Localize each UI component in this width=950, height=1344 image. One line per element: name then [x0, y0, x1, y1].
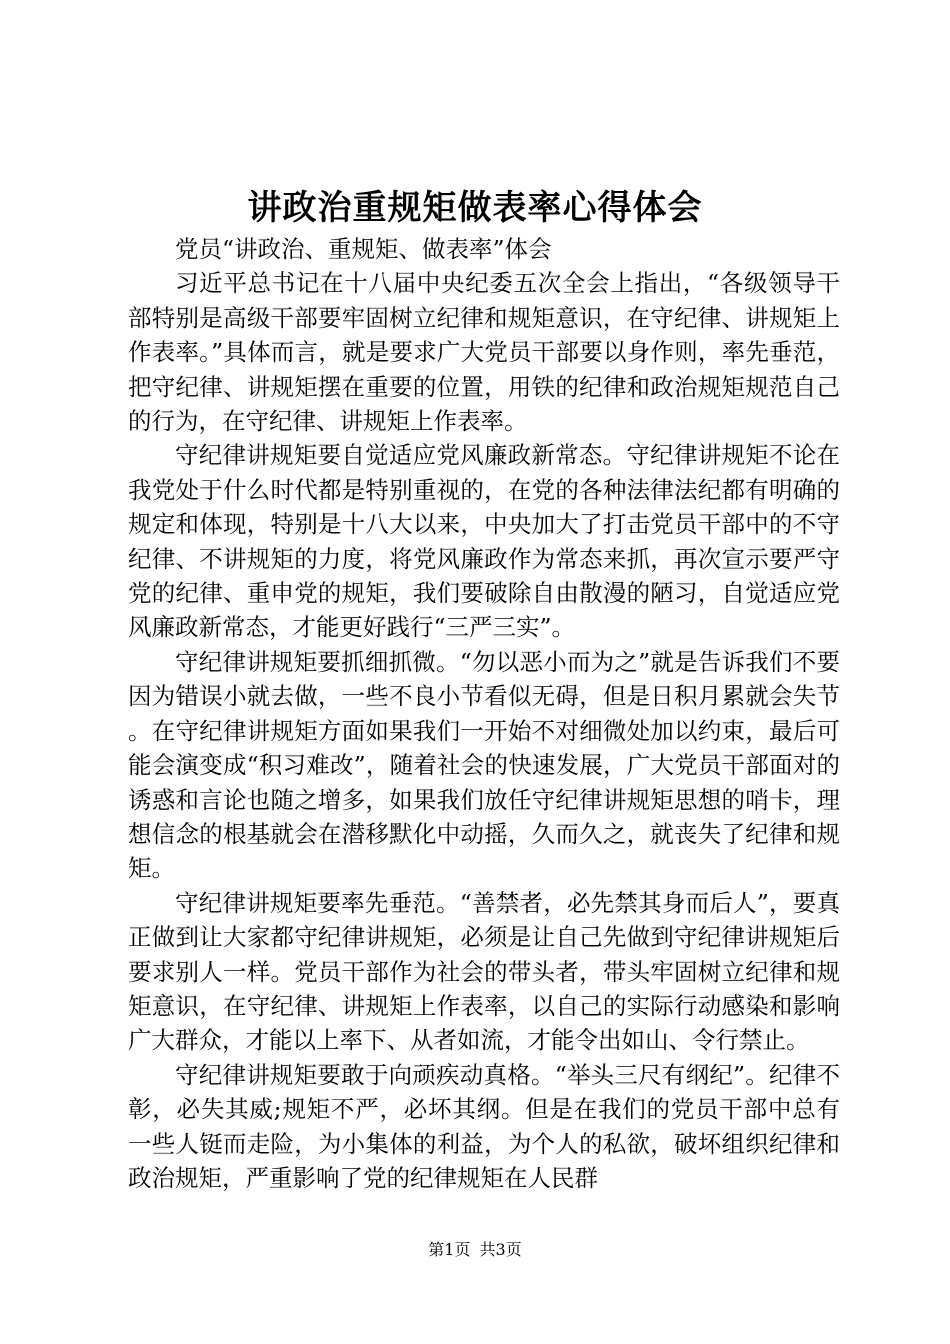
document-body — [128, 232, 840, 1195]
paragraph-2: 守纪律讲规矩要自觉适应党风廉政新常态。守纪律讲规矩不论在我党处于什么时代都是特别重视的，在党的各种法律法纪都有明确的规定和体现，特别是十八大以来，中央加大了打击党员干部中的不守纪律、不讲规矩的力度，将党风廉政作为常态来抓，再次宣示要严守党的纪律、重申党的规矩，我们要破除自由散漫的陋习，自觉适应党风廉政新常态，才能更好践行“三严三实”。 — [128, 441, 840, 642]
document-title: 讲政治重规矩做表率心得体会 — [247, 188, 703, 228]
paragraph-1: 习近平总书记在十八届中央纪委五次全会上指出，“各级领导干部特别是高级干部要牢固树立纪律和规矩意识，在守纪律、讲规矩上作表率。”具体而言，就是要求广大党员干部要以身作则，率先垂范，把守纪律、讲规矩摆在重要的位置，用铁的纪律和政治规矩规范自己的行为，在守纪律、讲规矩上作表率。 — [128, 269, 840, 436]
document-subtitle: 党员“讲政治、重规矩、做表率”体会 — [175, 235, 552, 263]
paragraph-4: 守纪律讲规矩要率先垂范。“善禁者，必先禁其身而后人”，要真正做到让大家都守纪律讲规矩，必须是让自己先做到守纪律讲规矩后要求别人一样。党员干部作为社会的带头者，带头牢固树立纪律和规矩意识，在守纪律、讲规矩上作表率，以自己的实际行动感染和影响广大群众，才能以上率下、从者如流，才能令出如山、令行禁止。 — [128, 888, 840, 1055]
page-footer — [0, 1238, 950, 1262]
paragraph-5: 守纪律讲规矩要敢于向顽疾动真格。“举头三尺有纲纪”。纪律不彰，必失其威;规矩不严，必坏其纲。但是在我们的党员干部中总有一些人铤而走险，为小集体的利益，为个人的私欲，破坏组织纪律和政治规矩，严重影响了党的纪律规矩在人民群 — [128, 1060, 840, 1192]
page-number: 第1页 — [428, 1240, 471, 1259]
page-total: 共3页 — [479, 1240, 522, 1259]
paragraph-3: 守纪律讲规矩要抓细抓微。“勿以恶小而为之”就是告诉我们不要因为错误小就去做，一些不良小节看似无碍，但是日积月累就会失节。在守纪律讲规矩方面如果我们一开始不对细微处加以约束，最后可能会演变成“积习难改”，随着社会的快速发展，广大党员干部面对的诱惑和言论也随之增多，如果我们放任守纪律讲规矩思想的哨卡，理想信念的根基就会在潜移默化中动摇，久而久之，就丧失了纪律和规矩。 — [128, 647, 840, 883]
